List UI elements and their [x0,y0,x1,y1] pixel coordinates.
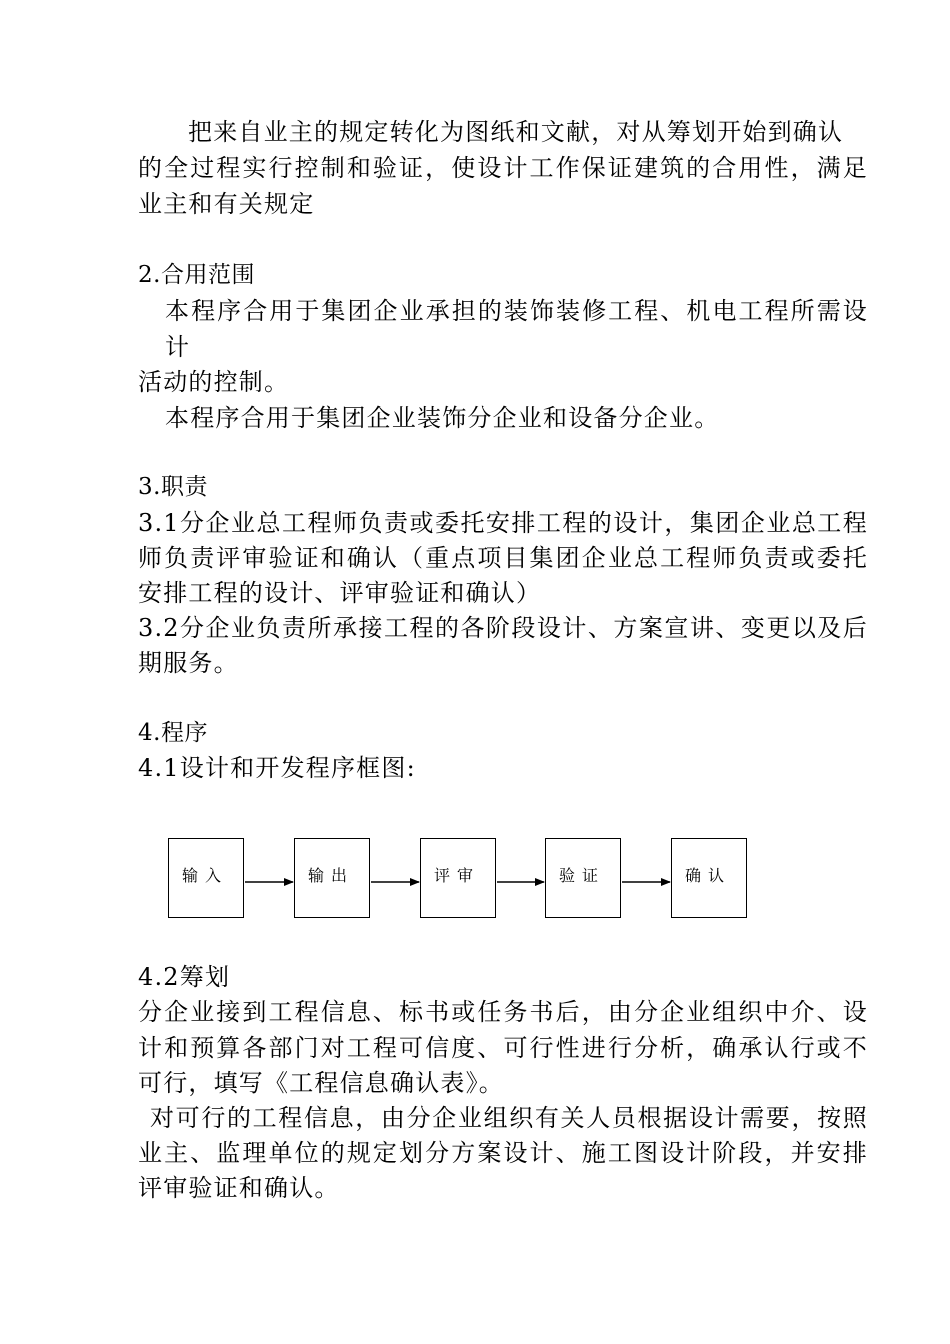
section-3-1-line-1: 3.1分企业总工程师负责或委托安排工程的设计，集团企业总工程 [138,509,868,537]
flow-box-input-label: 输入 [182,866,229,885]
section-4-title: 程序 [160,720,208,746]
section-4-2-para-2-line-2: 业主、监理单位的规定划分方案设计、施工图设计阶段，并安排 [138,1139,868,1167]
flow-box-confirm [671,838,747,918]
flow-box-review [420,838,496,918]
section-3-heading [138,470,868,504]
intro-line-3: 业主和有关规定 [138,190,315,218]
flow-box-output [294,838,370,918]
flow-box-verify [545,838,621,918]
section-2-para-1-line-2: 计 [165,333,191,361]
section-4-2-para-1-line-1: 分企业接到工程信息、标书或任务书后，由分企业组织中介、设 [138,998,868,1026]
section-4-1-title: 4.1设计和开发程序框图: [138,754,416,782]
section-4-2-para-2-line-3: 评审验证和确认。 [138,1174,340,1202]
section-3-1-line-2: 师负责评审验证和确认（重点项目集团企业总工程师负责或委托 [138,544,868,572]
section-2-para-2: 本程序合用于集团企业装饰分企业和设备分企业。 [165,404,720,432]
section-3-1-line-3: 安排工程的设计、评审验证和确认） [138,579,542,607]
section-4-2-para-1-line-3: 可行，填写《工程信息确认表》。 [138,1069,504,1097]
section-4-number: 4. [138,720,161,746]
flow-box-input [168,838,244,918]
section-4-2-title: 4.2筹划 [138,963,231,991]
section-3-2-line-2: 期服务。 [138,649,239,677]
section-2-heading [138,258,868,292]
section-2-para-1-line-3: 活动的控制。 [138,368,290,396]
section-2-number: 2. [138,262,161,288]
section-4-2-para-1-line-2: 计和预算各部门对工程可信度、可行性进行分析，确承认行或不 [138,1034,868,1062]
intro-line-2: 的全过程实行控制和验证，使设计工作保证建筑的合用性，满足 [138,154,868,182]
section-3-number: 3. [138,474,161,500]
section-4-heading [138,716,868,750]
flow-box-verify-label: 验证 [559,866,606,885]
flow-box-confirm-label: 确认 [685,866,732,885]
section-4-2-para-2-line-1: 对可行的工程信息，由分企业组织有关人员根据设计需要，按照 [150,1104,868,1132]
section-3-2-line-1: 3.2分企业负责所承接工程的各阶段设计、方案宣讲、变更以及后 [138,614,868,642]
section-2-title: 合用范围 [160,262,255,288]
flow-box-review-label: 评审 [434,866,481,885]
section-3-title: 职责 [160,474,208,500]
section-2-para-1-line-1: 本程序合用于集团企业承担的装饰装修工程、机电工程所需设 [165,297,868,325]
intro-line-1: 把来自业主的规定转化为图纸和文献，对从筹划开始到确认 [188,118,844,146]
flow-box-output-label: 输出 [308,866,355,885]
